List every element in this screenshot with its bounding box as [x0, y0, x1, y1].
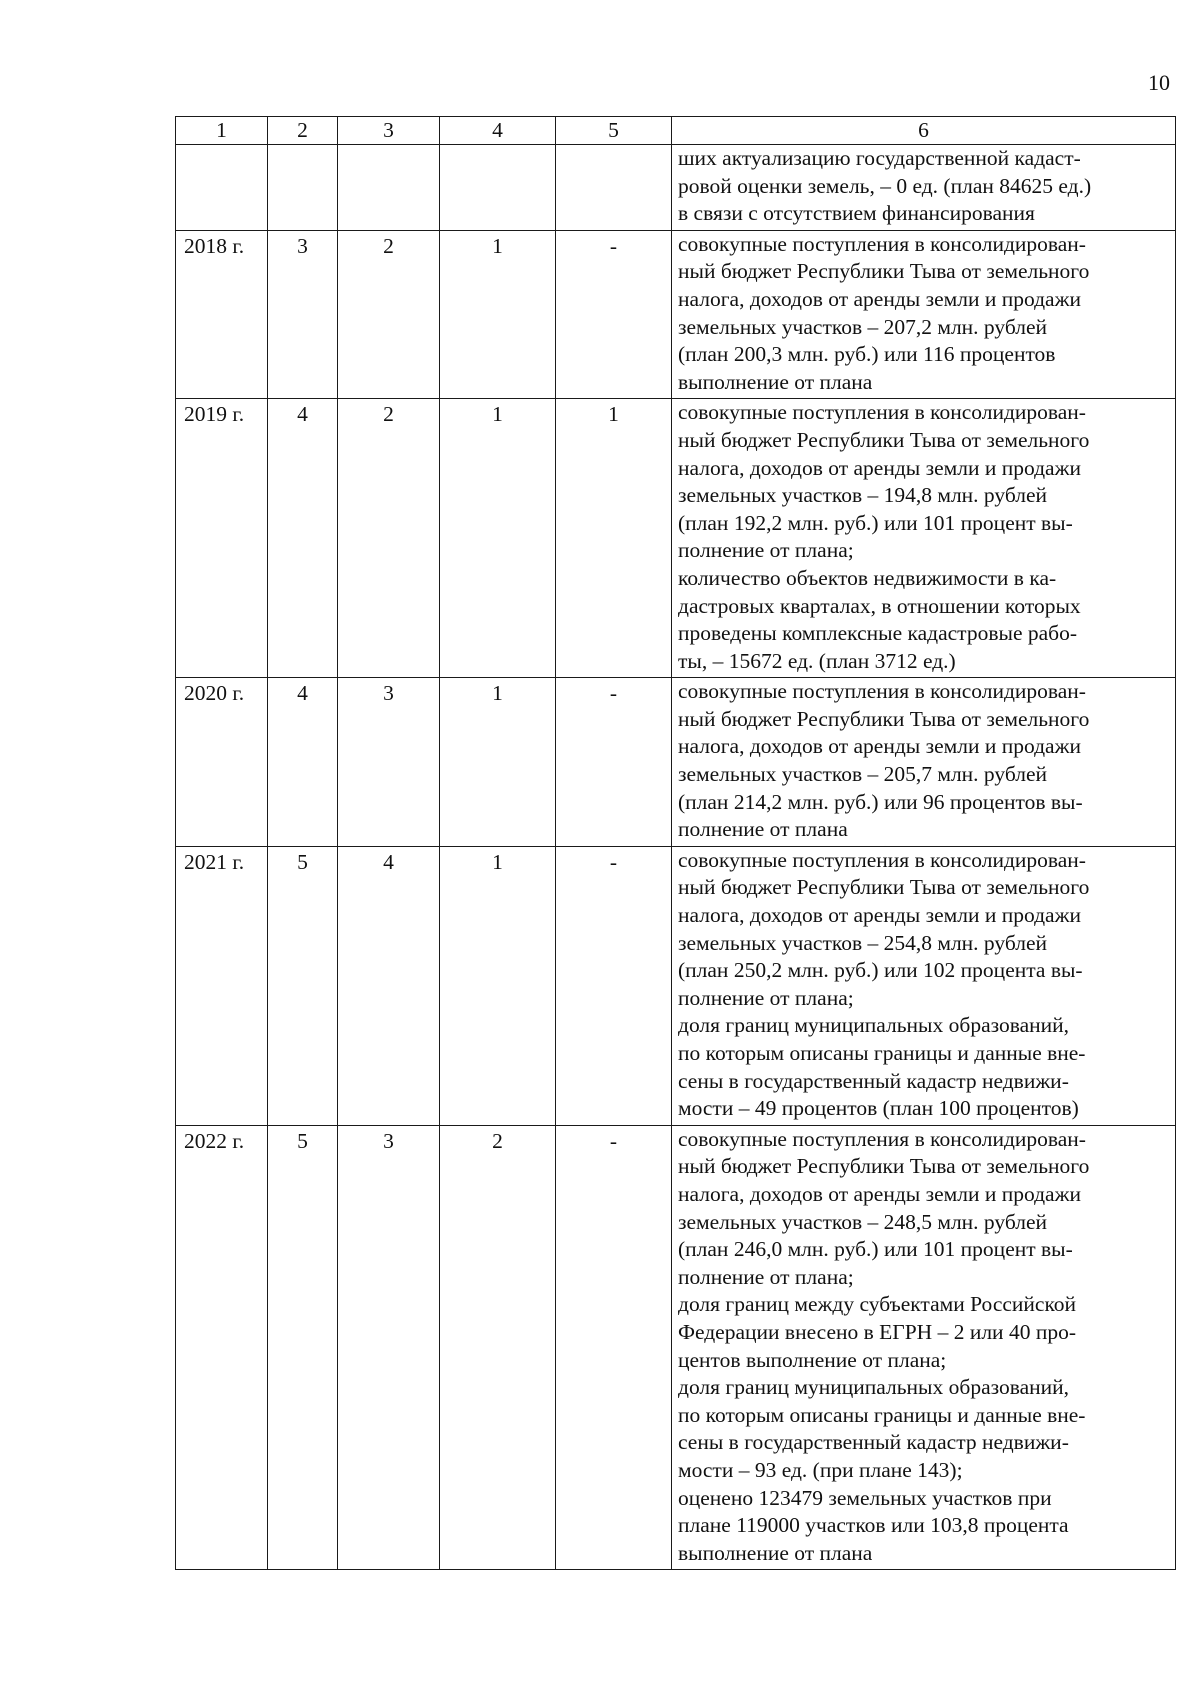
table-row: [176, 1125, 1176, 1570]
description-line: центов выполнение от плана;: [678, 1347, 947, 1372]
column-header-4: 4: [440, 117, 556, 145]
column-4-cell: 1: [440, 678, 556, 847]
page-number: 10: [1148, 70, 1170, 95]
description-line: земельных участков – 254,8 млн. рублей: [678, 930, 1048, 955]
column-5-cell: -: [556, 678, 672, 847]
description-line: налога, доходов от аренды земли и продажи: [678, 1181, 1081, 1206]
table-row: [176, 846, 1176, 1125]
description-line: мости – 93 ед. (при плане 143);: [678, 1457, 963, 1482]
description-line: ный бюджет Республики Тыва от земельного: [678, 875, 1090, 900]
year-cell: [176, 145, 268, 231]
description-line: земельных участков – 207,2 млн. рублей: [678, 314, 1048, 339]
column-header-1: 1: [176, 117, 268, 145]
description-line: налога, доходов от аренды земли и продажи: [678, 286, 1081, 311]
description-line: ный бюджет Республики Тыва от земельного: [678, 427, 1090, 452]
column-3-cell: 3: [338, 678, 440, 847]
column-5-cell: -: [556, 846, 672, 1125]
description-line: ный бюджет Республики Тыва от земельного: [678, 706, 1090, 731]
column-5-cell: -: [556, 1125, 672, 1570]
description-line: земельных участков – 194,8 млн. рублей: [678, 483, 1048, 508]
header-row: [176, 117, 1176, 145]
column-5-cell: -: [556, 230, 672, 399]
description-cell: [672, 846, 1176, 1125]
table-row: [176, 399, 1176, 678]
column-4-cell: [440, 145, 556, 231]
description-cell: [672, 1125, 1176, 1570]
column-header-2: 2: [268, 117, 338, 145]
description-line: (план 246,0 млн. руб.) или 101 процент вы-: [678, 1237, 1073, 1262]
description-line: полнение от плана;: [678, 985, 854, 1010]
description-line: дастровых кварталах, в отношении которых: [678, 593, 1081, 618]
table-row: [176, 678, 1176, 847]
column-3-cell: [338, 145, 440, 231]
description-line: плане 119000 участков или 103,8 процента: [678, 1513, 1069, 1538]
description-cell: [672, 678, 1176, 847]
description-cell: [672, 399, 1176, 678]
description-line: земельных участков – 248,5 млн. рублей: [678, 1209, 1048, 1234]
column-header-6: 6: [672, 117, 1176, 145]
report-table: [175, 116, 1176, 1570]
description-line: Федерации внесено в ЕГРН – 2 или 40 про-: [678, 1319, 1076, 1344]
description-line: (план 200,3 млн. руб.) или 116 процентов: [678, 342, 1056, 367]
description-line: ших актуализацию государственной кадаст-: [678, 146, 1081, 170]
column-3-cell: 4: [338, 846, 440, 1125]
table-body: [176, 145, 1176, 1570]
description-line: полнение от плана;: [678, 538, 854, 563]
description-line: выполнение от плана: [678, 1540, 873, 1565]
description-line: по которым описаны границы и данные вне-: [678, 1402, 1086, 1427]
description-line: (план 192,2 млн. руб.) или 101 процент вы-: [678, 510, 1073, 535]
column-header-5: 5: [556, 117, 672, 145]
description-line: доля границ между субъектами Российской: [678, 1292, 1077, 1317]
description-line: в связи с отсутствием финансирования: [678, 201, 1035, 226]
description-line: полнение от плана;: [678, 1264, 854, 1289]
description-line: налога, доходов от аренды земли и продажи: [678, 734, 1081, 759]
year-cell: 2022 г.: [176, 1125, 268, 1570]
column-header-3: 3: [338, 117, 440, 145]
column-3-cell: 2: [338, 399, 440, 678]
year-cell: 2019 г.: [176, 399, 268, 678]
year-cell: 2021 г.: [176, 846, 268, 1125]
description-line: количество объектов недвижимости в ка-: [678, 565, 1057, 590]
description-cell: [672, 230, 1176, 399]
column-2-cell: 5: [268, 1125, 338, 1570]
description-line: доля границ муниципальных образований,: [678, 1013, 1070, 1038]
description-line: доля границ муниципальных образований,: [678, 1375, 1070, 1400]
description-line: земельных участков – 205,7 млн. рублей: [678, 762, 1048, 787]
column-4-cell: 2: [440, 1125, 556, 1570]
column-4-cell: 1: [440, 230, 556, 399]
description-line: полнение от плана: [678, 817, 848, 842]
description-line: проведены комплексные кадастровые рабо-: [678, 621, 1077, 646]
column-3-cell: 2: [338, 230, 440, 399]
description-line: выполнение от плана: [678, 369, 873, 394]
description-line: ровой оценки земель, – 0 ед. (план 84625 ед.): [678, 173, 1092, 198]
description-line: ный бюджет Республики Тыва от земельного: [678, 259, 1090, 284]
column-2-cell: 5: [268, 846, 338, 1125]
column-5-cell: [556, 145, 672, 231]
description-line: по которым описаны границы и данные вне-: [678, 1041, 1086, 1065]
column-4-cell: 1: [440, 846, 556, 1125]
table-row: [176, 145, 1176, 231]
description-line: совокупные поступления в консолидирован-: [678, 847, 1086, 872]
description-line: налога, доходов от аренды земли и продажи: [678, 455, 1081, 480]
column-2-cell: 3: [268, 230, 338, 399]
description-line: ный бюджет Республики Тыва от земельного: [678, 1154, 1090, 1179]
column-2-cell: 4: [268, 399, 338, 678]
description-line: ты, – 15672 ед. (план 3712 ед.): [678, 648, 956, 673]
column-2-cell: [268, 145, 338, 231]
year-cell: 2018 г.: [176, 230, 268, 399]
description-line: сены в государственный кадастр недвижи-: [678, 1068, 1069, 1093]
column-3-cell: 3: [338, 1125, 440, 1570]
column-2-cell: 4: [268, 678, 338, 847]
column-4-cell: 1: [440, 399, 556, 678]
description-line: (план 214,2 млн. руб.) или 96 процентов вы-: [678, 789, 1083, 814]
table-row: [176, 230, 1176, 399]
description-cell: [672, 145, 1176, 231]
description-line: совокупные поступления в консолидирован-: [678, 1126, 1086, 1151]
description-line: мости – 49 процентов (план 100 процентов): [678, 1096, 1079, 1121]
description-line: совокупные поступления в консолидирован-: [678, 231, 1086, 256]
description-line: (план 250,2 млн. руб.) или 102 процента вы-: [678, 958, 1083, 983]
year-cell: 2020 г.: [176, 678, 268, 847]
description-line: совокупные поступления в консолидирован-: [678, 400, 1086, 425]
description-line: сены в государственный кадастр недвижи-: [678, 1430, 1069, 1455]
description-line: оценено 123479 земельных участков при: [678, 1485, 1052, 1510]
description-line: налога, доходов от аренды земли и продажи: [678, 903, 1081, 928]
description-line: совокупные поступления в консолидирован-: [678, 679, 1086, 704]
column-5-cell: 1: [556, 399, 672, 678]
